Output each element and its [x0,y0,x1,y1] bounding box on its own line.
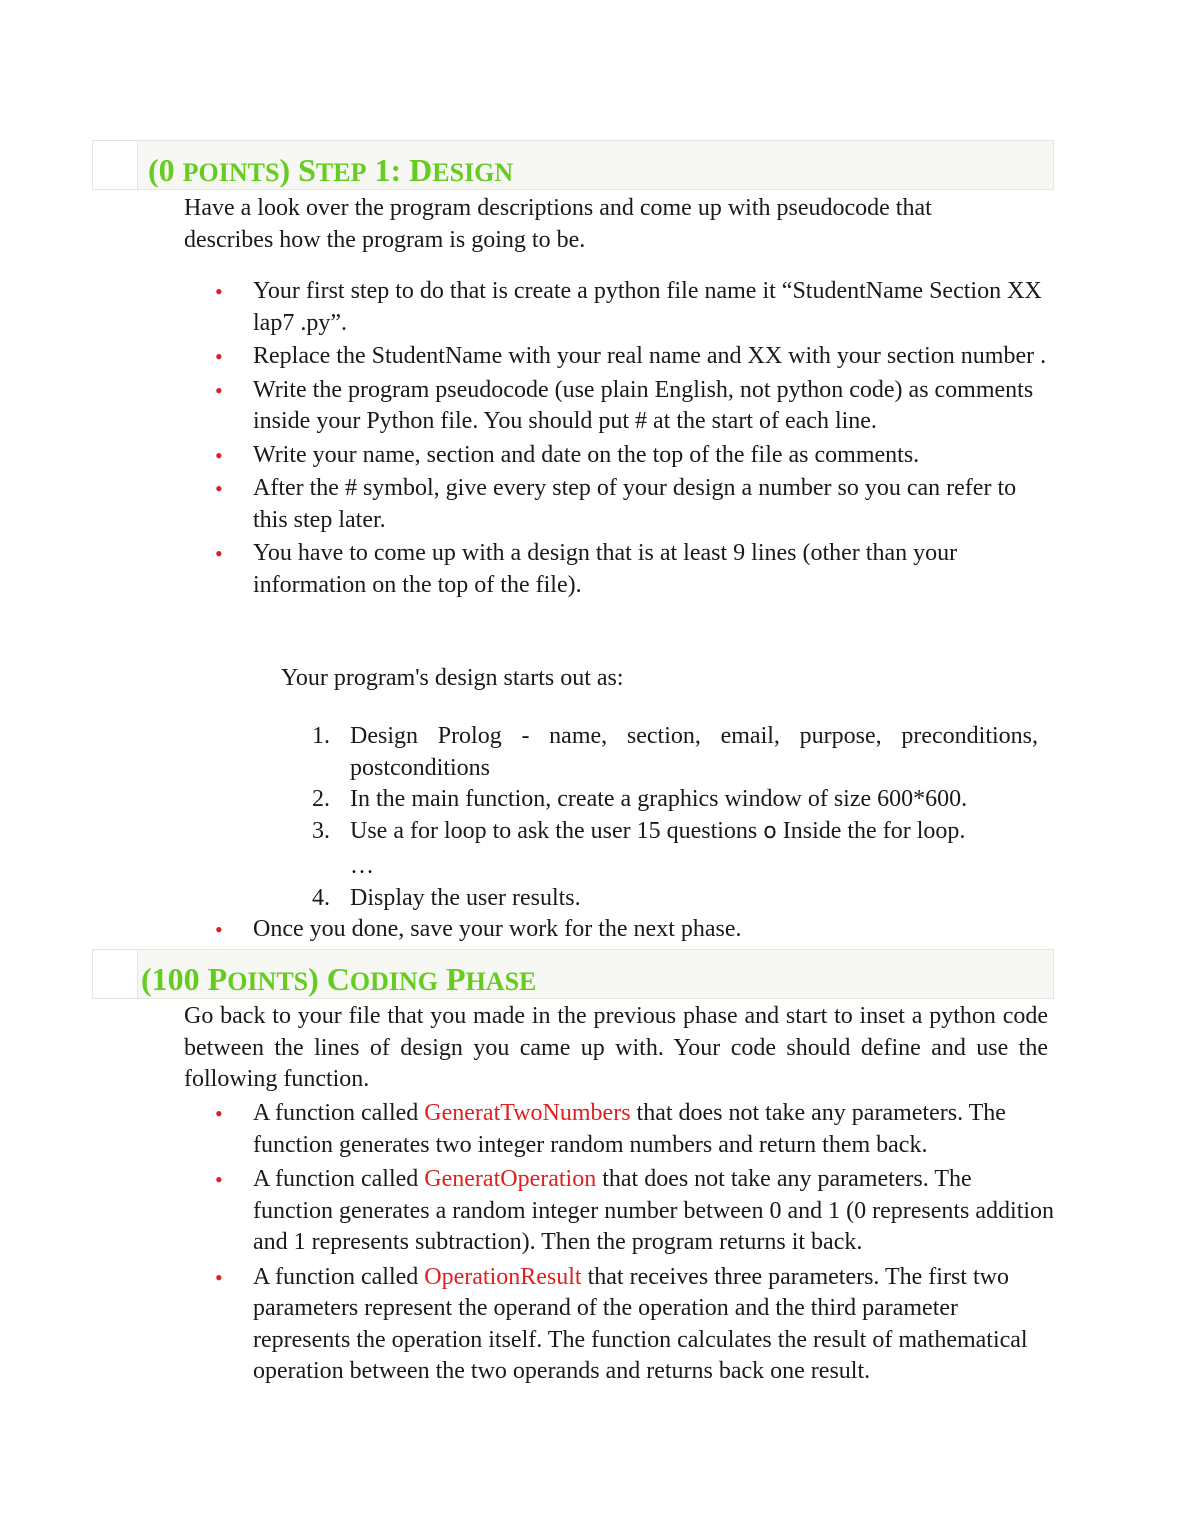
design-step [312,721,1038,784]
section2-heading [141,959,536,1002]
function-name: OperationResult [424,1263,582,1290]
heading-part: P [438,961,466,997]
step-text: Design Prolog - name, section, email, purpose, preconditions, postconditions [350,723,1038,781]
heading-part: HASE [465,967,537,996]
list-item-text: You have to come up with a design that is at least 9 lines (other than your information on the top of the file). [253,540,958,598]
list-item-text: After the # symbol, give every step of your design a number so you can refer to this step later. [253,475,1017,533]
list-item-text: Your first step to do that is create a python file name it “StudentName Section XX lap7 .py”. [253,278,1042,336]
design-step [312,784,1038,816]
function-desc: that does not take any parameters. The function generates a random integer number between 0 and 1 (0 represents addition and 1 represents subtraction). Then the program returns it back. [253,1166,1055,1255]
function-prefix: A function called [253,1263,425,1290]
function-prefix: A function called [253,1100,425,1126]
design-steps-list [312,721,1038,914]
heading-part: TEP [315,158,367,187]
heading-part: OINTS [227,967,309,996]
step-text: In the main function, create a graphics window of size 600*600. [350,786,968,812]
bullet-icon: • [215,476,223,501]
list-item [215,341,1055,373]
heading-part: ) S [279,152,316,188]
bullet-icon: • [215,1167,223,1192]
design-step [312,816,1038,883]
function-name: GeneratTwoNumbers [424,1100,631,1126]
step-text: Use a for loop to ask the user 15 questions [350,817,764,844]
function-item [215,1164,1055,1259]
function-name: GeneratOperation [424,1166,597,1192]
list-item-text: Write your name, section and date on the top of the file as comments. [253,441,920,468]
list-item [215,538,1055,601]
function-item [215,1262,1055,1388]
design-intro: Your program's design starts out as: [281,665,624,691]
bullet-icon: • [215,344,223,369]
function-desc: that does not take any parameters. The function generates two integer random numbers and return them back. [253,1100,1006,1158]
list-item [215,440,1055,472]
heading-part: ODING [349,967,439,996]
function-list [215,1098,1055,1388]
bullet-icon: • [215,377,223,403]
heading-part: POINTS [182,158,280,187]
list-item [215,276,1055,339]
section1-final-bullet-list [215,914,1055,946]
heading-part: (0 [148,152,183,188]
heading-part: ) C [308,961,350,997]
bullet-icon: • [215,541,223,566]
function-desc: that receives three parameters. The first two parameters represent the operand of the operation and the third parameter represents the operation itself. The function calculates the result of mathematical operation between the two operands and returns back one result. [253,1263,1028,1384]
bullet-icon: • [215,1101,223,1126]
section2-intro: Go back to your file that you made in the previous phase and start to inset a python code between the lines of design you came up with. Your code should define and use the following function. [184,1003,1048,1092]
section1-heading [148,150,513,193]
design-step [312,883,1038,915]
heading-band-accent [93,950,138,998]
list-item-text: Write the program pseudocode (use plain English, not python code) as comments inside your Python file. You should put # at the start of each line. [253,376,1034,434]
bullet-icon: • [215,1264,223,1290]
step-text: Display the user results. [350,884,581,911]
step-number: 2. [312,786,330,812]
list-item [215,473,1055,536]
list-item [215,914,1055,946]
function-item [215,1098,1055,1161]
step-number: 4. [312,884,330,911]
step-text: Inside the for loop. [776,817,966,844]
list-item [215,375,1055,438]
function-prefix: A function called [253,1166,425,1192]
section1-intro: Have a look over the program descriptions and come up with pseudocode that describes how the program is going to be. [184,195,932,253]
step-ellipsis: … [350,853,374,879]
sub-bullet-icon: o [763,818,777,844]
list-item-text: Once you done, save your work for the next phase. [253,916,742,942]
heading-part: ESIGN [432,158,514,187]
bullet-icon: • [215,442,223,468]
list-item-text: Replace the StudentName with your real name and XX with your section number . [253,343,1047,369]
step-number: 1. [312,723,330,749]
bullet-icon: • [215,917,223,942]
step-number: 3. [312,817,330,844]
section1-bullet-list [215,276,1055,601]
heading-band-accent [93,141,138,189]
heading-part: 1: D [366,152,433,188]
bullet-icon: • [215,279,223,304]
heading-part: (100 P [141,961,228,997]
